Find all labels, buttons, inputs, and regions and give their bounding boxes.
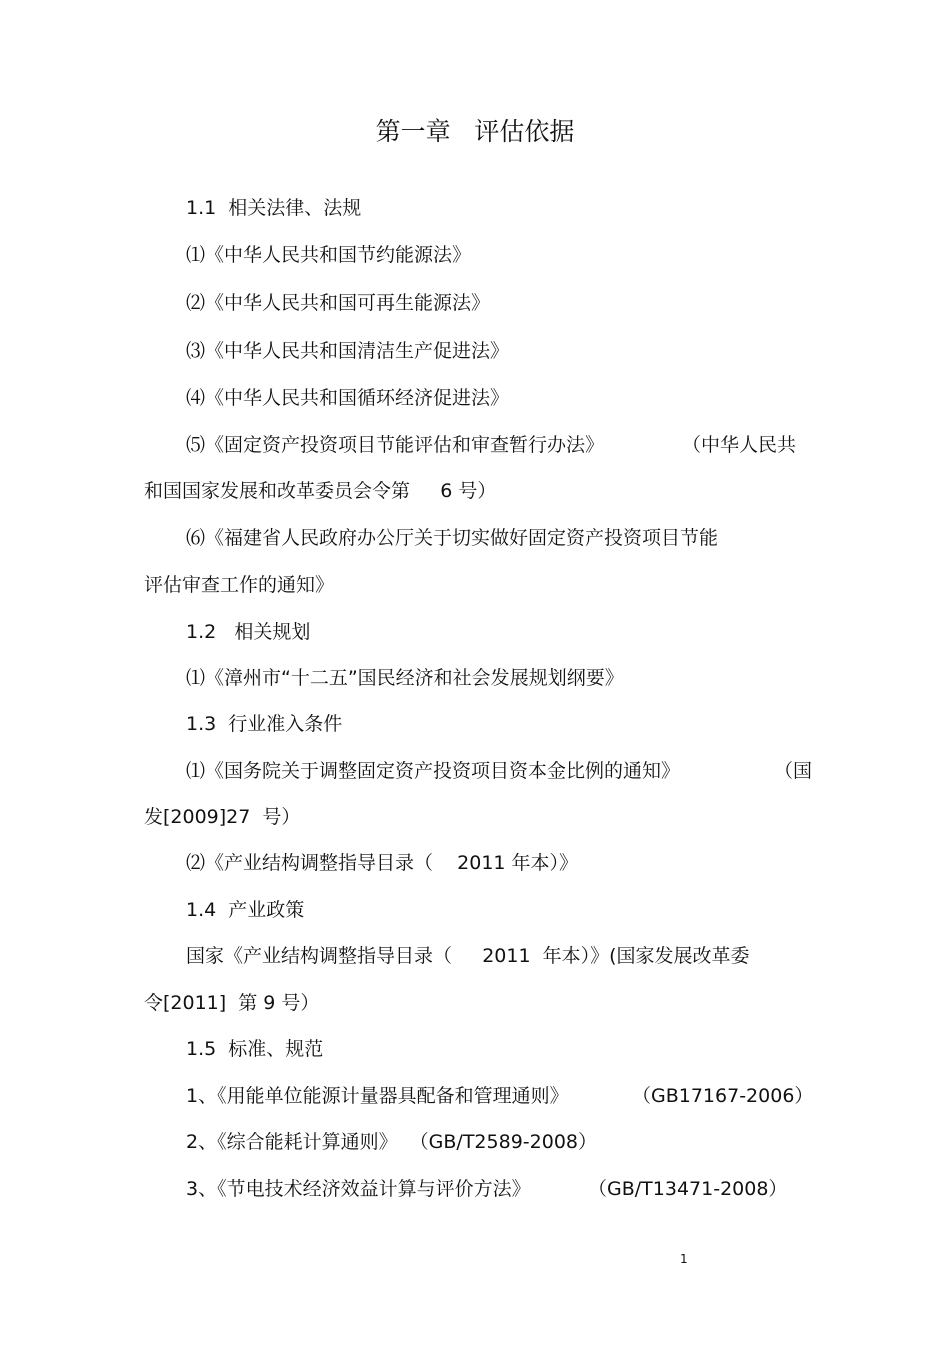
list-item: ⑴《国务院关于调整固定资产投资项目资本金比例的通知》 <box>186 760 681 782</box>
list-item-continuation: （中华人民共 <box>682 434 797 456</box>
section-1-4-heading: 1.4 产业政策 <box>186 899 305 921</box>
list-item-wrap: 评估审查工作的通知》 <box>144 574 335 596</box>
list-item-wrap: 和国国家发展和改革委员会令第 6 号） <box>144 480 497 502</box>
list-item: ⑷《中华人民共和国循环经济促进法》 <box>186 387 510 409</box>
list-item: 2、《综合能耗计算通则》 （GB/T2589-2008） <box>186 1131 597 1153</box>
list-item: ⑹《福建省人民政府办公厅关于切实做好固定资产投资项目节能 <box>186 527 719 549</box>
paragraph-wrap: 令[2011] 第 9 号） <box>144 992 320 1014</box>
list-item-wrap: 发[2009]27 号） <box>144 806 301 828</box>
list-item-continuation: （GB/T13471-2008） <box>588 1178 788 1200</box>
list-item: ⑵《产业结构调整指导目录（ 2011 年本）》 <box>186 852 579 874</box>
chapter-title: 第一章 评估依据 <box>375 117 575 146</box>
list-item: ⑴《漳州市“十二五”国民经济和社会发展规划纲要》 <box>186 667 624 689</box>
list-item: 1、《用能单位能源计量器具配备和管理通则》 <box>186 1085 569 1107</box>
list-item: ⑸《固定资产投资项目节能评估和审查暂行办法》 <box>186 434 605 456</box>
list-item: ⑴《中华人民共和国节约能源法》 <box>186 244 472 266</box>
section-1-5-heading: 1.5 标准、规范 <box>186 1038 324 1060</box>
section-1-1-heading: 1.1 相关法律、法规 <box>186 197 362 219</box>
section-1-2-heading: 1.2 相关规划 <box>186 621 311 643</box>
page-number: 1 <box>680 1252 688 1266</box>
list-item-continuation: （GB17167-2006） <box>632 1085 814 1107</box>
list-item: ⑶《中华人民共和国清洁生产促进法》 <box>186 340 510 362</box>
list-item-continuation: （国 <box>774 760 813 782</box>
list-item: ⑵《中华人民共和国可再生能源法》 <box>186 292 491 314</box>
section-1-3-heading: 1.3 行业准入条件 <box>186 713 343 735</box>
paragraph: 国家《产业结构调整指导目录（ 2011 年本）》(国家发展改革委 <box>186 945 750 967</box>
list-item: 3、《节电技术经济效益计算与评价方法》 <box>186 1178 531 1200</box>
